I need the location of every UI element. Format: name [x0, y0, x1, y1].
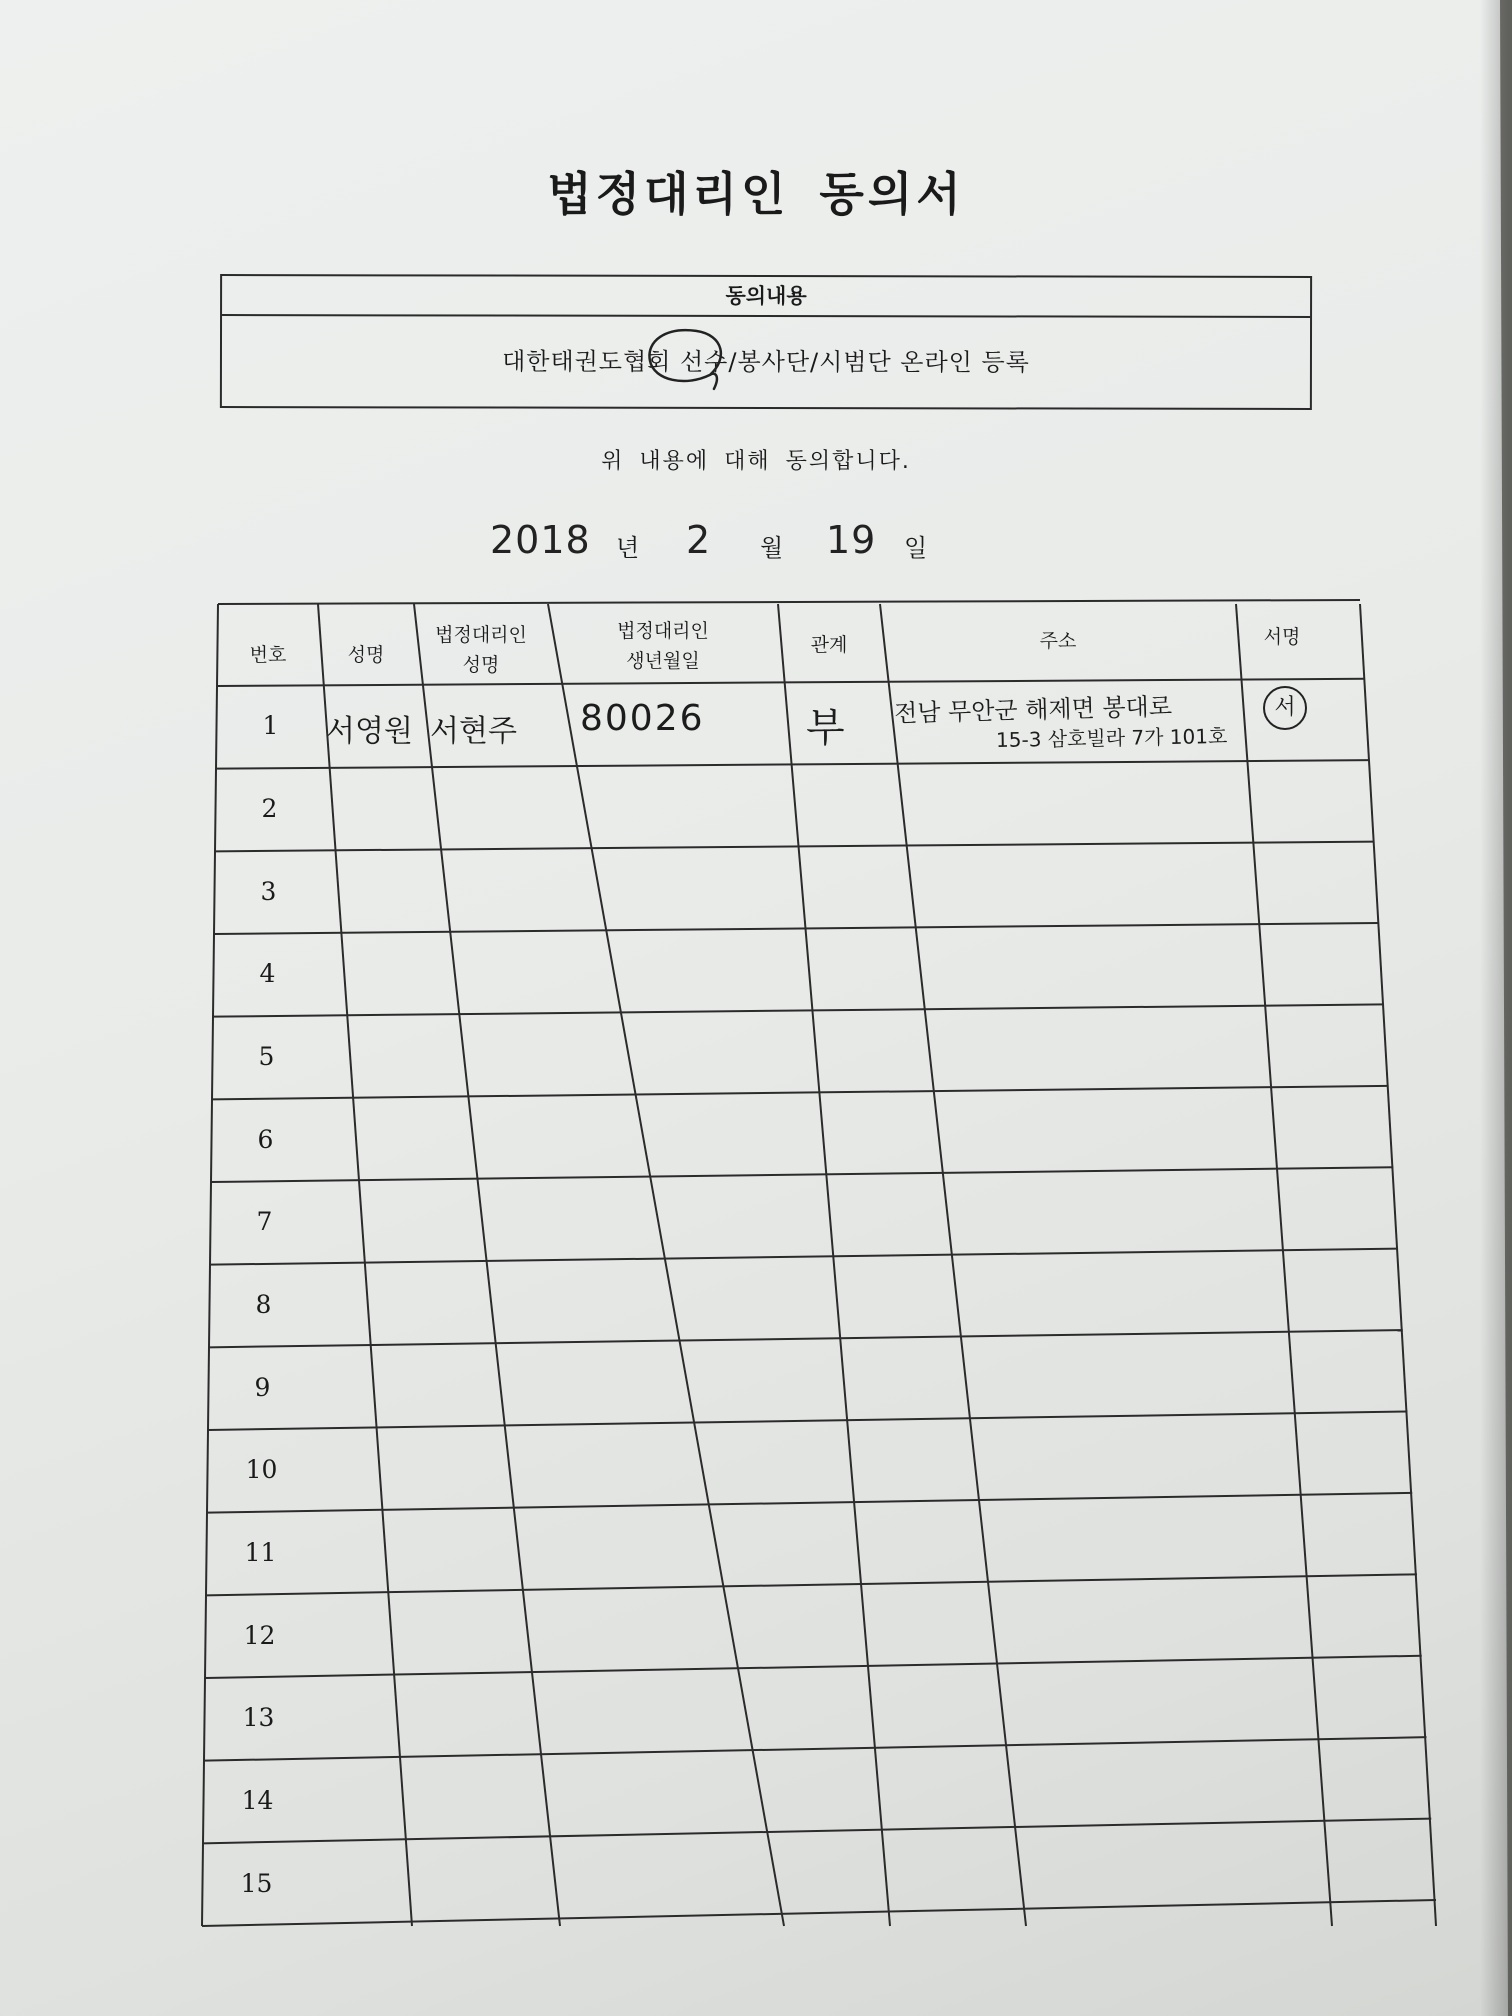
row-number: 1: [262, 711, 279, 741]
grid-line: [414, 604, 560, 1926]
row-number: 4: [259, 959, 276, 989]
header-signature: 서명: [1263, 626, 1301, 648]
grid-line: [205, 1656, 1422, 1678]
header-guardian-birth-line2: 생년월일: [626, 650, 700, 672]
grid-line: [203, 1819, 1431, 1844]
agreement-sentence: 위 내용에 대해 동의합니다.: [601, 449, 911, 474]
row-number: 6: [257, 1124, 274, 1154]
grid-line: [1360, 604, 1436, 1926]
row1-guardian-birth: 80026: [580, 698, 705, 739]
row-number: 13: [242, 1703, 275, 1733]
grid-line: [213, 1004, 1384, 1016]
document-title: 법정대리인 동의서: [547, 167, 965, 221]
grid-line: [1236, 604, 1332, 1926]
row1-relation: 부: [806, 705, 845, 751]
header-guardian-birth: [548, 616, 778, 676]
grid-line: [778, 604, 890, 1926]
row1-signature: 서: [1263, 686, 1307, 730]
grid-line: [217, 679, 1365, 686]
consent-body: 대한태권도협회 선수/봉사단/시범단 온라인 등록: [502, 347, 1030, 377]
grid-line: [207, 1493, 1412, 1513]
header-guardian-name: [414, 620, 548, 680]
row1-address-line2: 15-3 삼호빌라 7가 101호: [995, 723, 1228, 753]
row-number: 14: [241, 1786, 274, 1815]
grid-line: [208, 1412, 1407, 1430]
date-year-unit: 년: [616, 534, 640, 562]
row-number: 12: [243, 1620, 276, 1650]
grid-line: [548, 604, 784, 1926]
row-number: 3: [260, 876, 277, 906]
row1-guardian-name: 서현주: [430, 714, 517, 749]
row1-address-line1: 전남 무안군 해제면 봉대로: [893, 692, 1173, 728]
header-relation: 관계: [810, 634, 848, 656]
header-guardian-birth-line1: 법정대리인: [617, 620, 709, 642]
consent-header: 동의내용: [222, 276, 1310, 318]
grid-line: [214, 923, 1379, 934]
grid-line: [880, 604, 1026, 1926]
grid-line: [215, 842, 1374, 852]
row-number: 15: [240, 1868, 273, 1898]
row-number: 8: [255, 1290, 272, 1319]
date-year: 2018: [490, 518, 591, 562]
grid-line: [318, 604, 412, 1926]
row-number: 11: [244, 1538, 277, 1567]
grid-line: [204, 1737, 1426, 1760]
header-address: 주소: [1039, 630, 1077, 652]
header-number: 번호: [249, 644, 287, 666]
grid-line: [212, 1086, 1388, 1099]
header-guardian-name-line1: 법정대리인: [435, 624, 527, 646]
date-day-unit: 일: [904, 534, 928, 562]
row-number: 7: [256, 1207, 273, 1237]
row-number: 2: [261, 794, 278, 823]
header-name: 성명: [347, 644, 385, 666]
row-number: 5: [258, 1042, 275, 1071]
date-day: 19: [826, 518, 877, 562]
grid-line: [210, 1249, 1398, 1265]
row-number: 10: [245, 1455, 278, 1485]
row-number: 9: [254, 1372, 271, 1402]
grid-line: [211, 1167, 1393, 1182]
header-guardian-name-line2: 성명: [462, 654, 500, 676]
grid-line: [218, 600, 1360, 604]
row1-name: 서영원: [326, 714, 413, 749]
grid-line: [202, 1900, 1436, 1926]
grid-line: [209, 1330, 1403, 1347]
date-month-unit: 월: [760, 534, 784, 562]
date-month: 2: [686, 518, 712, 562]
